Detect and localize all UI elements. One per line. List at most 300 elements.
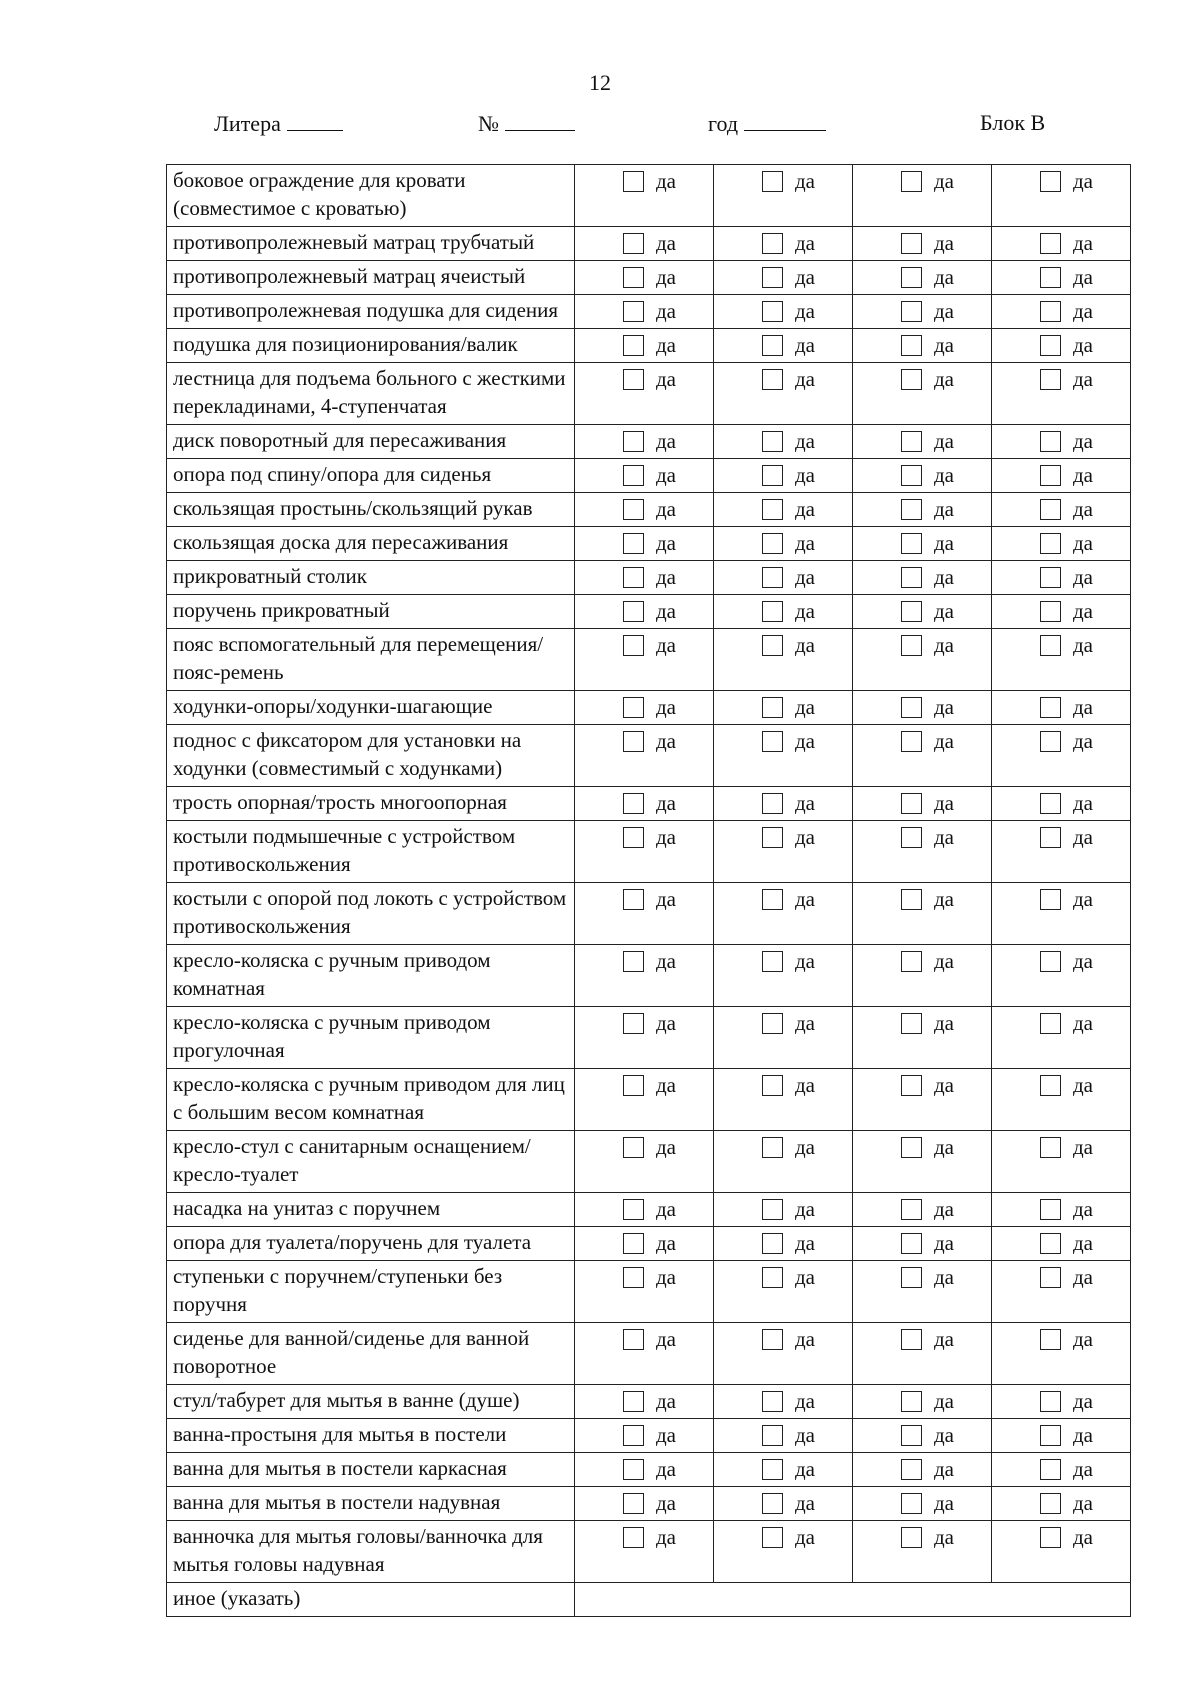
checkbox-option[interactable]	[992, 1010, 1130, 1036]
checkbox[interactable]	[1040, 697, 1061, 718]
checkbox-option[interactable]	[575, 428, 713, 454]
checkbox[interactable]	[762, 601, 783, 622]
checkbox-option[interactable]	[853, 332, 991, 358]
checkbox-option[interactable]	[992, 298, 1130, 324]
checkbox[interactable]	[1040, 889, 1061, 910]
checkbox[interactable]	[901, 1425, 922, 1446]
checkbox[interactable]	[762, 793, 783, 814]
checkbox[interactable]	[1040, 1137, 1061, 1158]
checkbox[interactable]	[1040, 1075, 1061, 1096]
checkbox[interactable]	[901, 793, 922, 814]
table-row	[167, 561, 1131, 595]
checkbox-option[interactable]	[575, 694, 713, 720]
checkbox[interactable]	[762, 1527, 783, 1548]
checkbox-label: да	[1073, 367, 1094, 391]
checkbox-option[interactable]	[853, 264, 991, 290]
checkbox-option[interactable]	[575, 168, 713, 194]
checkbox-option[interactable]	[992, 366, 1130, 392]
checkbox-option[interactable]	[992, 948, 1130, 974]
checkbox-option[interactable]	[992, 564, 1130, 590]
checkbox[interactable]	[1040, 1391, 1061, 1412]
checkbox-option[interactable]	[853, 1422, 991, 1448]
checkbox-option[interactable]	[992, 1490, 1130, 1516]
checkbox-label: да	[1073, 633, 1094, 657]
checkbox-option[interactable]	[992, 530, 1130, 556]
checkbox[interactable]	[762, 369, 783, 390]
other-specify-field[interactable]	[575, 1583, 1131, 1617]
checkbox-option[interactable]	[853, 564, 991, 590]
checkbox[interactable]	[901, 731, 922, 752]
checkbox[interactable]	[901, 1493, 922, 1514]
checkbox[interactable]	[901, 1013, 922, 1034]
checkbox-option[interactable]	[992, 332, 1130, 358]
checkbox-option[interactable]	[992, 168, 1130, 194]
checkbox-option[interactable]	[714, 1230, 852, 1256]
checkbox-option[interactable]	[714, 694, 852, 720]
checkbox[interactable]	[623, 951, 644, 972]
checkbox[interactable]	[762, 697, 783, 718]
checkbox[interactable]	[762, 1391, 783, 1412]
number-blank[interactable]	[505, 110, 575, 131]
checkbox[interactable]	[762, 889, 783, 910]
checkbox-option[interactable]	[575, 298, 713, 324]
checkbox-option[interactable]	[992, 462, 1130, 488]
checkbox[interactable]	[762, 731, 783, 752]
checkbox[interactable]	[901, 301, 922, 322]
checkbox-option[interactable]	[853, 462, 991, 488]
checkbox-option[interactable]	[992, 1524, 1130, 1550]
checkbox-option[interactable]	[853, 1010, 991, 1036]
checkbox-option[interactable]	[992, 1388, 1130, 1414]
checkbox-label: да	[795, 887, 816, 911]
checkbox-option[interactable]	[992, 1422, 1130, 1448]
checkbox[interactable]	[901, 951, 922, 972]
checkbox-option[interactable]	[714, 1196, 852, 1222]
checkbox[interactable]	[901, 1233, 922, 1254]
checkbox-option[interactable]	[992, 1134, 1130, 1160]
checkbox-option[interactable]	[853, 428, 991, 454]
literal-field[interactable]	[214, 110, 343, 137]
checkbox-option[interactable]	[992, 886, 1130, 912]
checkbox[interactable]	[623, 1425, 644, 1446]
checkbox-label: да	[934, 265, 955, 289]
checkbox[interactable]	[901, 1075, 922, 1096]
checkbox-option[interactable]	[575, 1264, 713, 1290]
checkbox-label: да	[1073, 497, 1094, 521]
checkbox-option[interactable]	[575, 230, 713, 256]
checkbox[interactable]	[1040, 1013, 1061, 1034]
checkbox[interactable]	[1040, 369, 1061, 390]
checkbox[interactable]	[623, 369, 644, 390]
checkbox-label: да	[795, 1197, 816, 1221]
check-cell	[714, 329, 853, 363]
checkbox[interactable]	[762, 499, 783, 520]
checkbox[interactable]	[623, 1329, 644, 1350]
checkbox-option[interactable]	[575, 1388, 713, 1414]
checkbox[interactable]	[901, 1459, 922, 1480]
year-blank[interactable]	[744, 110, 826, 131]
checkbox[interactable]	[901, 889, 922, 910]
checkbox-option[interactable]	[714, 1490, 852, 1516]
checkbox[interactable]	[762, 827, 783, 848]
checkbox-option[interactable]	[575, 1010, 713, 1036]
checkbox-option[interactable]	[992, 1456, 1130, 1482]
checkbox-option[interactable]	[714, 1422, 852, 1448]
checkbox-option[interactable]	[575, 948, 713, 974]
checkbox[interactable]	[623, 731, 644, 752]
checkbox-label: да	[934, 1389, 955, 1413]
table-row	[167, 1069, 1131, 1131]
checkbox[interactable]	[623, 301, 644, 322]
checkbox-label: да	[1073, 531, 1094, 555]
checkbox-option[interactable]	[853, 1230, 991, 1256]
checkbox-option[interactable]	[853, 230, 991, 256]
checkbox-label: да	[1073, 333, 1094, 357]
checkbox[interactable]	[1040, 301, 1061, 322]
table-row	[167, 787, 1131, 821]
checkbox-option[interactable]	[575, 1072, 713, 1098]
check-cell	[714, 1007, 853, 1069]
checkbox[interactable]	[901, 697, 922, 718]
checkbox-option[interactable]	[575, 1490, 713, 1516]
checkbox-label: да	[656, 497, 677, 521]
checkbox[interactable]	[1040, 951, 1061, 972]
checkbox-option[interactable]	[714, 824, 852, 850]
item-label: кресло-коляска с ручным приводом комнатная	[167, 945, 575, 1007]
checkbox-option[interactable]	[714, 598, 852, 624]
checkbox-option[interactable]	[714, 1134, 852, 1160]
checkbox[interactable]	[623, 499, 644, 520]
checkbox-label: да	[1073, 1231, 1094, 1255]
checkbox[interactable]	[762, 233, 783, 254]
checkbox[interactable]	[623, 601, 644, 622]
literal-blank[interactable]	[287, 110, 343, 131]
checkbox[interactable]	[1040, 1233, 1061, 1254]
checkbox[interactable]	[1040, 533, 1061, 554]
checkbox[interactable]	[623, 171, 644, 192]
checkbox[interactable]	[762, 335, 783, 356]
checkbox[interactable]	[623, 431, 644, 452]
checkbox[interactable]	[1040, 635, 1061, 656]
checkbox-option[interactable]	[714, 632, 852, 658]
checkbox-option[interactable]	[992, 1264, 1130, 1290]
checkbox[interactable]	[623, 827, 644, 848]
item-label: трость опорная/трость многоопорная	[167, 787, 575, 821]
checkbox[interactable]	[901, 499, 922, 520]
checkbox[interactable]	[623, 1493, 644, 1514]
checkbox[interactable]	[901, 1137, 922, 1158]
checkbox[interactable]	[901, 171, 922, 192]
checkbox-option[interactable]	[992, 496, 1130, 522]
checkbox[interactable]	[901, 567, 922, 588]
checkbox[interactable]	[901, 431, 922, 452]
check-cell	[992, 1261, 1131, 1323]
checkbox-label: да	[1073, 1457, 1094, 1481]
checkbox[interactable]	[762, 1267, 783, 1288]
checkbox-option[interactable]	[714, 462, 852, 488]
check-cell	[853, 1193, 992, 1227]
checkbox-option[interactable]	[853, 1072, 991, 1098]
checkbox-option[interactable]	[714, 230, 852, 256]
checkbox-option[interactable]	[714, 1456, 852, 1482]
checkbox-option[interactable]	[853, 1524, 991, 1550]
checkbox-option[interactable]	[853, 496, 991, 522]
checkbox-option[interactable]	[853, 1264, 991, 1290]
checkbox[interactable]	[1040, 431, 1061, 452]
checkbox-option[interactable]	[575, 824, 713, 850]
checkbox-option[interactable]	[714, 948, 852, 974]
checkbox-option[interactable]	[714, 1388, 852, 1414]
checkbox-option[interactable]	[714, 530, 852, 556]
checkbox-option[interactable]	[853, 298, 991, 324]
checkbox[interactable]	[762, 1013, 783, 1034]
checkbox[interactable]	[623, 233, 644, 254]
checkbox-option[interactable]	[714, 1072, 852, 1098]
checkbox[interactable]	[623, 1391, 644, 1412]
checkbox-option[interactable]	[992, 728, 1130, 754]
item-label: ванна для мытья в постели надувная	[167, 1487, 575, 1521]
check-cell	[714, 459, 853, 493]
checkbox-option[interactable]	[853, 694, 991, 720]
checkbox-option[interactable]	[575, 598, 713, 624]
checkbox-option[interactable]	[575, 366, 713, 392]
checkbox-option[interactable]	[992, 694, 1130, 720]
checkbox[interactable]	[1040, 1493, 1061, 1514]
checkbox[interactable]	[623, 1233, 644, 1254]
checkbox-label: да	[795, 949, 816, 973]
checkbox-option[interactable]	[992, 1072, 1130, 1098]
checkbox[interactable]	[1040, 1267, 1061, 1288]
check-cell	[992, 725, 1131, 787]
checkbox-option[interactable]	[714, 428, 852, 454]
checkbox[interactable]	[1040, 567, 1061, 588]
checkbox-label: да	[934, 299, 955, 323]
checkbox[interactable]	[623, 533, 644, 554]
checkbox-option[interactable]	[853, 1134, 991, 1160]
checkbox-option[interactable]	[853, 366, 991, 392]
checkbox-option[interactable]	[714, 496, 852, 522]
checkbox-label: да	[934, 729, 955, 753]
checkbox[interactable]	[762, 301, 783, 322]
checkbox-option[interactable]	[992, 790, 1130, 816]
checkbox-option[interactable]	[992, 1326, 1130, 1352]
checkbox-option[interactable]	[992, 598, 1130, 624]
check-cell	[714, 1385, 853, 1419]
checkbox-option[interactable]	[575, 632, 713, 658]
checkbox-option[interactable]	[575, 564, 713, 590]
item-label: стул/табурет для мытья в ванне (душе)	[167, 1385, 575, 1419]
checkbox[interactable]	[623, 1267, 644, 1288]
checkbox[interactable]	[1040, 1459, 1061, 1480]
checkbox-option[interactable]	[575, 1422, 713, 1448]
checkbox-option[interactable]	[714, 168, 852, 194]
checkbox[interactable]	[623, 267, 644, 288]
checkbox[interactable]	[1040, 335, 1061, 356]
checkbox[interactable]	[762, 1233, 783, 1254]
checkbox[interactable]	[1040, 171, 1061, 192]
checkbox[interactable]	[762, 431, 783, 452]
checkbox-option[interactable]	[575, 1134, 713, 1160]
checkbox[interactable]	[623, 567, 644, 588]
checkbox[interactable]	[901, 601, 922, 622]
check-cell	[714, 295, 853, 329]
checkbox[interactable]	[762, 1329, 783, 1350]
checkbox-option[interactable]	[853, 1456, 991, 1482]
table-row	[167, 1487, 1131, 1521]
checkbox-option[interactable]	[575, 332, 713, 358]
checkbox-option[interactable]	[575, 1230, 713, 1256]
checkbox[interactable]	[901, 335, 922, 356]
checkbox-option[interactable]	[575, 462, 713, 488]
checkbox-option[interactable]	[853, 1388, 991, 1414]
checkbox-option[interactable]	[575, 1196, 713, 1222]
checkbox-option[interactable]	[575, 530, 713, 556]
table-row	[167, 165, 1131, 227]
checkbox[interactable]	[1040, 465, 1061, 486]
checkbox[interactable]	[623, 465, 644, 486]
checkbox-option[interactable]	[714, 1264, 852, 1290]
checkbox-option[interactable]	[853, 790, 991, 816]
checkbox[interactable]	[901, 233, 922, 254]
checkbox-option[interactable]	[714, 366, 852, 392]
checkbox-option[interactable]	[853, 1196, 991, 1222]
check-cell	[714, 363, 853, 425]
checkbox[interactable]	[762, 1425, 783, 1446]
checkbox-option[interactable]	[714, 1010, 852, 1036]
checkbox[interactable]	[901, 827, 922, 848]
checkbox-option[interactable]	[853, 632, 991, 658]
checkbox-option[interactable]	[714, 1326, 852, 1352]
checkbox-option[interactable]	[992, 428, 1130, 454]
checkbox[interactable]	[623, 335, 644, 356]
checkbox-option[interactable]	[853, 728, 991, 754]
checkbox-option[interactable]	[714, 790, 852, 816]
checkbox[interactable]	[762, 171, 783, 192]
checkbox-option[interactable]	[992, 230, 1130, 256]
checkbox[interactable]	[623, 635, 644, 656]
check-cell	[575, 1385, 714, 1419]
checkbox-option[interactable]	[853, 1326, 991, 1352]
checkbox-option[interactable]	[575, 790, 713, 816]
checkbox[interactable]	[1040, 793, 1061, 814]
checkbox-option[interactable]	[575, 1326, 713, 1352]
checkbox-option[interactable]	[575, 264, 713, 290]
checkbox-option[interactable]	[714, 1524, 852, 1550]
checkbox[interactable]	[901, 369, 922, 390]
checkbox[interactable]	[762, 567, 783, 588]
check-cell	[853, 261, 992, 295]
year-field[interactable]	[708, 110, 826, 137]
checkbox-option[interactable]	[853, 598, 991, 624]
checkbox-label: да	[795, 1423, 816, 1447]
checkbox[interactable]	[901, 1199, 922, 1220]
check-cell	[992, 425, 1131, 459]
item-label: поднос с фиксатором для установки на ходунки (совместимый с ходунками)	[167, 725, 575, 787]
table-row	[167, 329, 1131, 363]
checkbox[interactable]	[901, 267, 922, 288]
checkbox-option[interactable]	[575, 1524, 713, 1550]
checkbox-option[interactable]	[853, 824, 991, 850]
checkbox-option[interactable]	[714, 886, 852, 912]
checkbox-option[interactable]	[853, 530, 991, 556]
checkbox[interactable]	[1040, 499, 1061, 520]
checkbox-option[interactable]	[714, 728, 852, 754]
checkbox[interactable]	[762, 635, 783, 656]
checkbox-option[interactable]	[714, 264, 852, 290]
checkbox-option[interactable]	[714, 564, 852, 590]
checkbox[interactable]	[762, 951, 783, 972]
table-row	[167, 1193, 1131, 1227]
checkbox[interactable]	[623, 889, 644, 910]
checkbox[interactable]	[1040, 1199, 1061, 1220]
checkbox[interactable]	[762, 465, 783, 486]
checkbox-option[interactable]	[992, 264, 1130, 290]
checkbox-option[interactable]	[853, 168, 991, 194]
checkbox-option[interactable]	[992, 1196, 1130, 1222]
check-cell	[575, 1069, 714, 1131]
checkbox[interactable]	[762, 1493, 783, 1514]
checkbox[interactable]	[901, 1267, 922, 1288]
checkbox[interactable]	[1040, 1527, 1061, 1548]
year-label: год	[708, 111, 739, 136]
checkbox[interactable]	[901, 1527, 922, 1548]
checkbox-label: да	[656, 1327, 677, 1351]
checkbox-label: да	[934, 1491, 955, 1515]
checkbox[interactable]	[901, 533, 922, 554]
checkbox[interactable]	[1040, 233, 1061, 254]
number-field[interactable]	[478, 110, 575, 137]
checkbox-option[interactable]	[853, 948, 991, 974]
checkbox[interactable]	[623, 1013, 644, 1034]
checkbox[interactable]	[623, 1199, 644, 1220]
checkbox[interactable]	[623, 1459, 644, 1480]
checkbox-option[interactable]	[575, 496, 713, 522]
checkbox[interactable]	[623, 1527, 644, 1548]
checkbox-option[interactable]	[714, 332, 852, 358]
checkbox[interactable]	[1040, 267, 1061, 288]
checkbox[interactable]	[762, 1199, 783, 1220]
checkbox-label: да	[934, 949, 955, 973]
checkbox[interactable]	[901, 1329, 922, 1350]
checkbox-option[interactable]	[992, 1230, 1130, 1256]
checkbox[interactable]	[901, 465, 922, 486]
checkbox[interactable]	[623, 793, 644, 814]
checkbox[interactable]	[1040, 1329, 1061, 1350]
checkbox[interactable]	[1040, 731, 1061, 752]
checkbox[interactable]	[762, 267, 783, 288]
checkbox[interactable]	[623, 1137, 644, 1158]
checkbox[interactable]	[762, 533, 783, 554]
checkbox[interactable]	[762, 1137, 783, 1158]
checkbox[interactable]	[623, 1075, 644, 1096]
checkbox[interactable]	[901, 1391, 922, 1412]
checkbox-option[interactable]	[992, 824, 1130, 850]
checkbox[interactable]	[1040, 827, 1061, 848]
checkbox[interactable]	[1040, 1425, 1061, 1446]
checkbox-option[interactable]	[575, 886, 713, 912]
checkbox[interactable]	[1040, 601, 1061, 622]
checkbox-option[interactable]	[992, 632, 1130, 658]
checkbox-option[interactable]	[575, 728, 713, 754]
checkbox[interactable]	[762, 1459, 783, 1480]
checkbox[interactable]	[623, 697, 644, 718]
checkbox-option[interactable]	[853, 1490, 991, 1516]
checkbox[interactable]	[901, 635, 922, 656]
checkbox[interactable]	[762, 1075, 783, 1096]
checkbox-option[interactable]	[714, 298, 852, 324]
checkbox-option[interactable]	[853, 886, 991, 912]
checkbox-option[interactable]	[575, 1456, 713, 1482]
